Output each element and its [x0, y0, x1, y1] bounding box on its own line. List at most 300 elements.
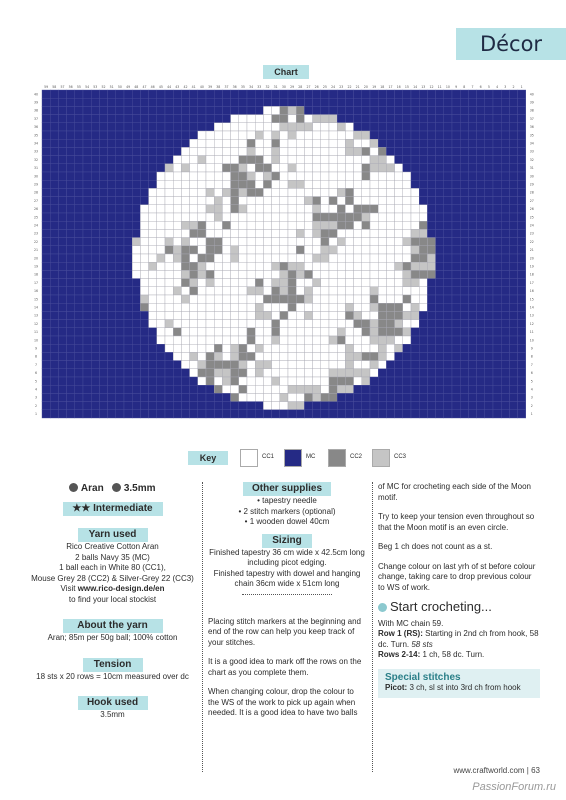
- chart-cell: [468, 172, 476, 180]
- chart-cell: [165, 164, 173, 172]
- chart-cell: [99, 123, 107, 131]
- chart-cell: [99, 238, 107, 246]
- chart-cell: [247, 311, 255, 319]
- chart-cell: [452, 197, 460, 205]
- chart-cell: [247, 164, 255, 172]
- chart-cell: [190, 352, 198, 360]
- chart-cell: [272, 123, 280, 131]
- chart-cell: [272, 361, 280, 369]
- chart-cell: [345, 270, 353, 278]
- chart-cell: [165, 295, 173, 303]
- chart-cell: [272, 197, 280, 205]
- chart-cell: [214, 336, 222, 344]
- chart-cell: [419, 172, 427, 180]
- chart-cell: [67, 98, 75, 106]
- chart-cell: [296, 229, 304, 237]
- chart-cell: [263, 352, 271, 360]
- chart-cell: [157, 287, 165, 295]
- chart-cell: [321, 262, 329, 270]
- section-label: Décor: [456, 28, 566, 60]
- chart-cell: [395, 197, 403, 205]
- chart-cell: [214, 238, 222, 246]
- chart-cell: [296, 361, 304, 369]
- chart-cell: [42, 295, 50, 303]
- chart-cell: [468, 123, 476, 131]
- chart-cell: [99, 336, 107, 344]
- chart-cell: [116, 320, 124, 328]
- chart-cell: [509, 344, 517, 352]
- chart-cell: [395, 147, 403, 155]
- chart-cell: [345, 229, 353, 237]
- chart-cell: [280, 123, 288, 131]
- chart-cell: [263, 156, 271, 164]
- chart-cell: [436, 287, 444, 295]
- chart-cell: [321, 238, 329, 246]
- chart-cell: [485, 123, 493, 131]
- chart-cell: [337, 320, 345, 328]
- chart-cell: [518, 328, 526, 336]
- chart-cell: [411, 213, 419, 221]
- chart-cell: [108, 361, 116, 369]
- chart-cell: [362, 131, 370, 139]
- chart-cell: [214, 246, 222, 254]
- chart-cell: [427, 410, 435, 418]
- chart-cell: [132, 295, 140, 303]
- chart-cell: [83, 98, 91, 106]
- chart-cell: [518, 336, 526, 344]
- chart-cell: [173, 410, 181, 418]
- chart-cell: [116, 106, 124, 114]
- chart-cell: [132, 361, 140, 369]
- chart-cell: [452, 402, 460, 410]
- chart-cell: [460, 221, 468, 229]
- chart-cell: [190, 164, 198, 172]
- chart-cell: [42, 205, 50, 213]
- chart-cell: [231, 188, 239, 196]
- chart-cell: [411, 205, 419, 213]
- chart-cell: [288, 106, 296, 114]
- chart-cell: [222, 385, 230, 393]
- chart-cell: [181, 287, 189, 295]
- chart-cell: [91, 229, 99, 237]
- chart-cell: [231, 246, 239, 254]
- chart-cell: [231, 410, 239, 418]
- chart-cell: [75, 246, 83, 254]
- chart-cell: [247, 229, 255, 237]
- chart-cell: [124, 180, 132, 188]
- chart-cell: [468, 229, 476, 237]
- chart-cell: [42, 131, 50, 139]
- chart-cell: [485, 188, 493, 196]
- chart-cell: [288, 369, 296, 377]
- chart-cell: [378, 90, 386, 98]
- chart-cell: [116, 287, 124, 295]
- chart-cell: [436, 188, 444, 196]
- chart-cell: [83, 279, 91, 287]
- chart-cell: [345, 221, 353, 229]
- chart-cell: [436, 295, 444, 303]
- chart-cell: [370, 410, 378, 418]
- chart-cell: [354, 246, 362, 254]
- chart-cell: [83, 147, 91, 155]
- chart-cell: [116, 377, 124, 385]
- chart-cell: [173, 336, 181, 344]
- chart-cell: [132, 344, 140, 352]
- chart-cell: [140, 402, 148, 410]
- chart-cell: [149, 320, 157, 328]
- chart-cell: [206, 287, 214, 295]
- chart-cell: [518, 270, 526, 278]
- chart-cell: [50, 164, 58, 172]
- chart-cell: [313, 213, 321, 221]
- chart-cell: [362, 90, 370, 98]
- chart-cell: [288, 320, 296, 328]
- chart-cell: [255, 238, 263, 246]
- chart-cell: [304, 303, 312, 311]
- chart-cell: [460, 336, 468, 344]
- chart-cell: [329, 156, 337, 164]
- chart-cell: [411, 131, 419, 139]
- chart-cell: [231, 369, 239, 377]
- chart-cell: [75, 131, 83, 139]
- chart-cell: [157, 156, 165, 164]
- chart-cell: [190, 287, 198, 295]
- chart-cell: [427, 279, 435, 287]
- chart-cell: [378, 238, 386, 246]
- chart-cell: [501, 287, 509, 295]
- chart-cell: [132, 131, 140, 139]
- chart-cell: [452, 287, 460, 295]
- chart-cell: [58, 270, 66, 278]
- chart-cell: [304, 254, 312, 262]
- chart-cell: [378, 377, 386, 385]
- chart-cell: [140, 385, 148, 393]
- chart-cell: [403, 328, 411, 336]
- chart-cell: [181, 123, 189, 131]
- chart-cell: [206, 156, 214, 164]
- chart-cell: [378, 361, 386, 369]
- chart-cell: [362, 229, 370, 237]
- yarn-weight: Aran: [80, 483, 104, 494]
- chart-cell: [140, 180, 148, 188]
- chart-cell: [362, 270, 370, 278]
- supply-item: • 2 stitch markers (optional): [238, 506, 336, 516]
- chart-cell: [337, 336, 345, 344]
- chart-cell: [239, 303, 247, 311]
- chart-cell: [329, 164, 337, 172]
- chart-cell: [370, 402, 378, 410]
- chart-cell: [99, 115, 107, 123]
- chart-cell: [42, 188, 50, 196]
- chart-cell: [501, 115, 509, 123]
- chart-cell: [206, 229, 214, 237]
- chart-cell: [124, 279, 132, 287]
- row-number: 33: [529, 149, 534, 154]
- chart-cell: [427, 98, 435, 106]
- chart-cell: [198, 238, 206, 246]
- chart-cell: [493, 311, 501, 319]
- col-number: 43: [175, 85, 180, 89]
- chart-cell: [501, 344, 509, 352]
- chart-cell: [386, 106, 394, 114]
- chart-cell: [518, 287, 526, 295]
- chart-cell: [485, 402, 493, 410]
- chart-cell: [132, 172, 140, 180]
- chart-cell: [518, 377, 526, 385]
- chart-cell: [149, 311, 157, 319]
- chart-cell: [313, 320, 321, 328]
- chart-cell: [263, 385, 271, 393]
- chart-cell: [518, 262, 526, 270]
- chart-cell: [378, 295, 386, 303]
- chart-cell: [386, 172, 394, 180]
- chart-cell: [427, 131, 435, 139]
- row-number: 8: [34, 354, 38, 359]
- chart-cell: [108, 279, 116, 287]
- chart-cell: [99, 303, 107, 311]
- chart-cell: [247, 295, 255, 303]
- chart-cell: [444, 344, 452, 352]
- chart-cell: [108, 238, 116, 246]
- chart-cell: [395, 106, 403, 114]
- chart-cell: [296, 197, 304, 205]
- chart-cell: [272, 352, 280, 360]
- chart-cell: [321, 98, 329, 106]
- chart-cell: [403, 197, 411, 205]
- chart-cell: [427, 123, 435, 131]
- chart-cell: [198, 270, 206, 278]
- chart-cell: [444, 320, 452, 328]
- chart-cell: [181, 279, 189, 287]
- chart-cell: [263, 410, 271, 418]
- chart-cell: [477, 221, 485, 229]
- chart-cell: [247, 139, 255, 147]
- chart-cell: [436, 344, 444, 352]
- chart-cell: [140, 131, 148, 139]
- chart-cell: [108, 410, 116, 418]
- chart-cell: [452, 90, 460, 98]
- chart-cell: [518, 369, 526, 377]
- chart-cell: [116, 262, 124, 270]
- chart-cell: [91, 164, 99, 172]
- chart-cell: [395, 246, 403, 254]
- chart-cell: [272, 180, 280, 188]
- chart-cell: [239, 139, 247, 147]
- chart-cell: [288, 295, 296, 303]
- chart-cell: [452, 221, 460, 229]
- rico-link[interactable]: www.rico-design.de/en: [77, 584, 165, 593]
- chart-cell: [485, 156, 493, 164]
- chart-cell: [165, 238, 173, 246]
- chart-cell: [321, 295, 329, 303]
- chart-cell: [42, 270, 50, 278]
- chart-cell: [378, 205, 386, 213]
- chart-cell: [206, 279, 214, 287]
- chart-cell: [67, 344, 75, 352]
- chart-cell: [116, 188, 124, 196]
- chart-cell: [190, 377, 198, 385]
- chart-cell: [263, 221, 271, 229]
- chart-cell: [272, 98, 280, 106]
- chart-cell: [173, 188, 181, 196]
- chart-cell: [124, 188, 132, 196]
- chart-cell: [444, 385, 452, 393]
- chart-cell: [280, 238, 288, 246]
- chart-cell: [149, 197, 157, 205]
- chart-cell: [124, 270, 132, 278]
- chart-cell: [247, 262, 255, 270]
- chart-cell: [329, 410, 337, 418]
- chart-cell: [313, 361, 321, 369]
- chart-cell: [239, 156, 247, 164]
- chart-cell: [460, 205, 468, 213]
- chart-cell: [313, 262, 321, 270]
- col-number: 28: [298, 85, 303, 89]
- chart-cell: [149, 377, 157, 385]
- chart-cell: [116, 238, 124, 246]
- chart-cell: [460, 385, 468, 393]
- chart-cell: [247, 246, 255, 254]
- chart-cell: [231, 205, 239, 213]
- chart-cell: [468, 279, 476, 287]
- chart-cell: [427, 180, 435, 188]
- chart-cell: [460, 320, 468, 328]
- chart-cell: [313, 303, 321, 311]
- chart-cell: [370, 295, 378, 303]
- chart-cell: [222, 393, 230, 401]
- chart-cell: [263, 369, 271, 377]
- col-number: 24: [331, 85, 336, 89]
- chart-cell: [91, 303, 99, 311]
- col-number: 30: [281, 85, 286, 89]
- chart-cell: [108, 139, 116, 147]
- chart-cell: [313, 402, 321, 410]
- chart-cell: [75, 328, 83, 336]
- col-number: 54: [85, 85, 90, 89]
- chart-cell: [296, 131, 304, 139]
- hook-used-text: 3.5mm: [100, 710, 125, 719]
- chart-cell: [99, 262, 107, 270]
- chart-cell: [395, 164, 403, 172]
- chart-cell: [181, 262, 189, 270]
- rows-instruction: [378, 650, 540, 661]
- chart-cell: [198, 156, 206, 164]
- chart-cell: [313, 156, 321, 164]
- chart-cell: [231, 287, 239, 295]
- chart-cell: [460, 172, 468, 180]
- chart-cell: [132, 336, 140, 344]
- chart-cell: [181, 369, 189, 377]
- chart-cell: [444, 229, 452, 237]
- row-number: 10: [33, 338, 39, 343]
- chart-cell: [436, 131, 444, 139]
- chart-cell: [91, 295, 99, 303]
- chart-cell: [329, 402, 337, 410]
- chart-cell: [477, 279, 485, 287]
- chart-cell: [329, 205, 337, 213]
- chart-cell: [509, 328, 517, 336]
- chart-cell: [58, 352, 66, 360]
- chart-cell: [296, 344, 304, 352]
- chart-cell: [231, 131, 239, 139]
- chart-cell: [272, 188, 280, 196]
- chart-cell: [419, 393, 427, 401]
- chart-cell: [280, 393, 288, 401]
- chart-cell: [370, 287, 378, 295]
- chart-cell: [181, 393, 189, 401]
- chart-cell: [91, 402, 99, 410]
- chart-cell: [411, 361, 419, 369]
- chart-cell: [157, 188, 165, 196]
- chart-cell: [444, 287, 452, 295]
- row-number: 14: [529, 305, 534, 310]
- chart-cell: [206, 295, 214, 303]
- chart-cell: [132, 287, 140, 295]
- chart-cell: [255, 369, 263, 377]
- chart-cell: [231, 238, 239, 246]
- chart-cell: [42, 287, 50, 295]
- chart-cell: [99, 221, 107, 229]
- chart-cell: [165, 344, 173, 352]
- chart-cell: [58, 147, 66, 155]
- chart-cell: [157, 352, 165, 360]
- chart-cell: [378, 156, 386, 164]
- chart-cell: [165, 328, 173, 336]
- chart-cell: [108, 393, 116, 401]
- chart-cell: [296, 328, 304, 336]
- chart-cell: [444, 164, 452, 172]
- chart-cell: [173, 139, 181, 147]
- footer-site[interactable]: www.craftworld.com: [453, 766, 525, 775]
- chart-cell: [378, 246, 386, 254]
- chart-cell: [149, 106, 157, 114]
- chart-cell: [132, 320, 140, 328]
- chart-cell: [99, 320, 107, 328]
- chart-cell: [386, 90, 394, 98]
- about-yarn-text: Aran; 85m per 50g ball; 100% cotton: [47, 633, 178, 642]
- chart-cell: [83, 410, 91, 418]
- chart-cell: [206, 106, 214, 114]
- chart-cell: [272, 402, 280, 410]
- chart-cell: [247, 123, 255, 131]
- chart-cell: [75, 311, 83, 319]
- chart-cell: [198, 254, 206, 262]
- chart-cell: [83, 229, 91, 237]
- row-number: 21: [33, 248, 39, 253]
- chart-cell: [255, 279, 263, 287]
- chart-cell: [190, 123, 198, 131]
- chart-cell: [272, 205, 280, 213]
- chart-cell: [321, 385, 329, 393]
- row-number: 34: [33, 141, 39, 146]
- chart-cell: [362, 139, 370, 147]
- chart-cell: [460, 156, 468, 164]
- chart-cell: [173, 115, 181, 123]
- chart-cell: [50, 295, 58, 303]
- chart-cell: [149, 156, 157, 164]
- chart-cell: [485, 246, 493, 254]
- chart-cell: [468, 147, 476, 155]
- chart-cell: [140, 213, 148, 221]
- chart-cell: [501, 254, 509, 262]
- chart-cell: [108, 147, 116, 155]
- chart-cell: [247, 205, 255, 213]
- chart-cell: [370, 320, 378, 328]
- chart-cell: [395, 336, 403, 344]
- chart-cell: [231, 328, 239, 336]
- chart-cell: [452, 106, 460, 114]
- chart-cell: [509, 303, 517, 311]
